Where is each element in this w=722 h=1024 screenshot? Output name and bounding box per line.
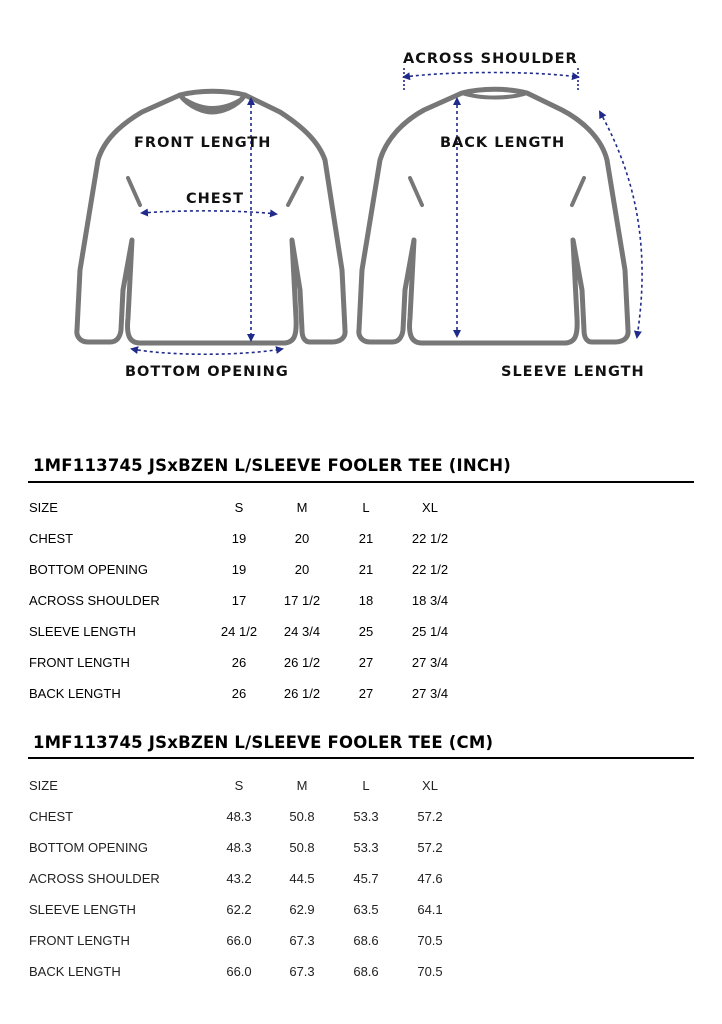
measurement-value: 66.0 bbox=[226, 964, 252, 979]
measurement-label: SLEEVE LENGTH bbox=[29, 624, 136, 639]
measurement-value: 53.3 bbox=[353, 840, 379, 855]
bottom-opening-arrow bbox=[132, 349, 282, 354]
measurement-value: 26 1/2 bbox=[283, 686, 321, 701]
cm-size-table bbox=[0, 770, 455, 987]
table-row bbox=[0, 894, 455, 925]
table-row bbox=[0, 956, 455, 987]
measurement-value: 24 1/2 bbox=[220, 624, 258, 639]
measurement-value: 19 bbox=[231, 531, 247, 546]
measurement-value: 26 bbox=[231, 686, 247, 701]
measurement-value: 21 bbox=[358, 531, 374, 546]
across-shoulder-arrow bbox=[404, 73, 578, 78]
measurement-value: 70.5 bbox=[417, 933, 443, 948]
back-length-label: BACK LENGTH bbox=[440, 135, 566, 151]
measurement-value: 17 bbox=[231, 593, 247, 608]
measurement-value: 50.8 bbox=[289, 840, 315, 855]
back-shirt-icon bbox=[359, 89, 628, 343]
measurement-value: 25 bbox=[358, 624, 374, 639]
measurement-value: 22 1/2 bbox=[411, 531, 449, 546]
measurement-value: 68.6 bbox=[353, 933, 379, 948]
measurement-value: 27 bbox=[358, 655, 374, 670]
measurement-value: 48.3 bbox=[226, 809, 252, 824]
table-row bbox=[0, 832, 455, 863]
measurement-value: 26 1/2 bbox=[283, 655, 321, 670]
table-row bbox=[0, 585, 455, 616]
measurement-value: 25 1/4 bbox=[411, 624, 449, 639]
measurement-value: 70.5 bbox=[417, 964, 443, 979]
measurement-value: 18 bbox=[358, 593, 374, 608]
measurement-value: 47.6 bbox=[417, 871, 443, 886]
measurement-value: 21 bbox=[358, 562, 374, 577]
measurement-value: 20 bbox=[294, 531, 310, 546]
measurement-value: 44.5 bbox=[289, 871, 315, 886]
measurement-value: 57.2 bbox=[417, 809, 443, 824]
size-header-l: L bbox=[362, 778, 370, 793]
inch-size-table bbox=[0, 492, 455, 709]
measurement-label: BACK LENGTH bbox=[29, 964, 121, 979]
across-shoulder-label: ACROSS SHOULDER bbox=[403, 51, 578, 67]
chest-arrow bbox=[142, 211, 276, 214]
measurement-value: 27 3/4 bbox=[411, 686, 449, 701]
measurement-value: 24 3/4 bbox=[283, 624, 321, 639]
measurement-label: BOTTOM OPENING bbox=[29, 562, 148, 577]
inch-title-divider bbox=[28, 481, 694, 483]
size-header-s: S bbox=[234, 778, 244, 793]
measurement-label: ACROSS SHOULDER bbox=[29, 593, 160, 608]
measurement-value: 43.2 bbox=[226, 871, 252, 886]
measurement-value: 17 1/2 bbox=[283, 593, 321, 608]
measurement-value: 62.9 bbox=[289, 902, 315, 917]
front-length-label: FRONT LENGTH bbox=[134, 135, 272, 151]
size-header-l: L bbox=[362, 500, 370, 515]
inch-table-title: 1MF113745 JSxBZEN L/SLEEVE FOOLER TEE (INCH) bbox=[33, 456, 511, 475]
measurement-value: 50.8 bbox=[289, 809, 315, 824]
table-header-row bbox=[0, 770, 455, 801]
measurement-label: ACROSS SHOULDER bbox=[29, 871, 160, 886]
table-row bbox=[0, 863, 455, 894]
table-row bbox=[0, 523, 455, 554]
sleeve-length-arrow bbox=[600, 112, 642, 337]
size-header-m: M bbox=[296, 778, 308, 793]
size-header-xl: XL bbox=[422, 778, 438, 793]
measurement-value: 20 bbox=[294, 562, 310, 577]
measurement-value: 67.3 bbox=[289, 964, 315, 979]
measurement-value: 45.7 bbox=[353, 871, 379, 886]
size-column-header: SIZE bbox=[29, 500, 58, 515]
measurement-value: 26 bbox=[231, 655, 247, 670]
measurement-value: 62.2 bbox=[226, 902, 252, 917]
sleeve-length-label: SLEEVE LENGTH bbox=[501, 364, 645, 380]
measurement-value: 27 3/4 bbox=[411, 655, 449, 670]
table-row bbox=[0, 554, 455, 585]
measurement-value: 19 bbox=[231, 562, 247, 577]
size-header-s: S bbox=[234, 500, 244, 515]
measurement-value: 53.3 bbox=[353, 809, 379, 824]
measurement-value: 48.3 bbox=[226, 840, 252, 855]
measurement-label: CHEST bbox=[29, 531, 74, 546]
bottom-opening-label: BOTTOM OPENING bbox=[125, 364, 289, 380]
chest-label: CHEST bbox=[186, 191, 245, 207]
cm-title-divider bbox=[28, 757, 694, 759]
measurement-value: 57.2 bbox=[417, 840, 443, 855]
front-shirt-icon bbox=[77, 91, 345, 343]
measurement-value: 27 bbox=[358, 686, 374, 701]
table-row bbox=[0, 801, 455, 832]
measurement-value: 22 1/2 bbox=[411, 562, 449, 577]
cm-table-title: 1MF113745 JSxBZEN L/SLEEVE FOOLER TEE (CM) bbox=[33, 733, 494, 752]
measurement-value: 67.3 bbox=[289, 933, 315, 948]
table-header-row bbox=[0, 492, 455, 523]
size-header-xl: XL bbox=[422, 500, 438, 515]
table-row bbox=[0, 647, 455, 678]
measurement-value: 18 3/4 bbox=[411, 593, 449, 608]
measurement-label: SLEEVE LENGTH bbox=[29, 902, 136, 917]
size-header-m: M bbox=[296, 500, 308, 515]
measurement-value: 66.0 bbox=[226, 933, 252, 948]
garment-measurement-diagram bbox=[0, 0, 722, 400]
measurement-value: 63.5 bbox=[353, 902, 379, 917]
table-row bbox=[0, 925, 455, 956]
measurement-value: 64.1 bbox=[417, 902, 443, 917]
measurement-label: BACK LENGTH bbox=[29, 686, 121, 701]
table-row bbox=[0, 616, 455, 647]
measurement-label: BOTTOM OPENING bbox=[29, 840, 148, 855]
measurement-label: FRONT LENGTH bbox=[29, 933, 130, 948]
table-row bbox=[0, 678, 455, 709]
measurement-label: CHEST bbox=[29, 809, 74, 824]
measurement-label: FRONT LENGTH bbox=[29, 655, 130, 670]
size-column-header: SIZE bbox=[29, 778, 58, 793]
measurement-value: 68.6 bbox=[353, 964, 379, 979]
